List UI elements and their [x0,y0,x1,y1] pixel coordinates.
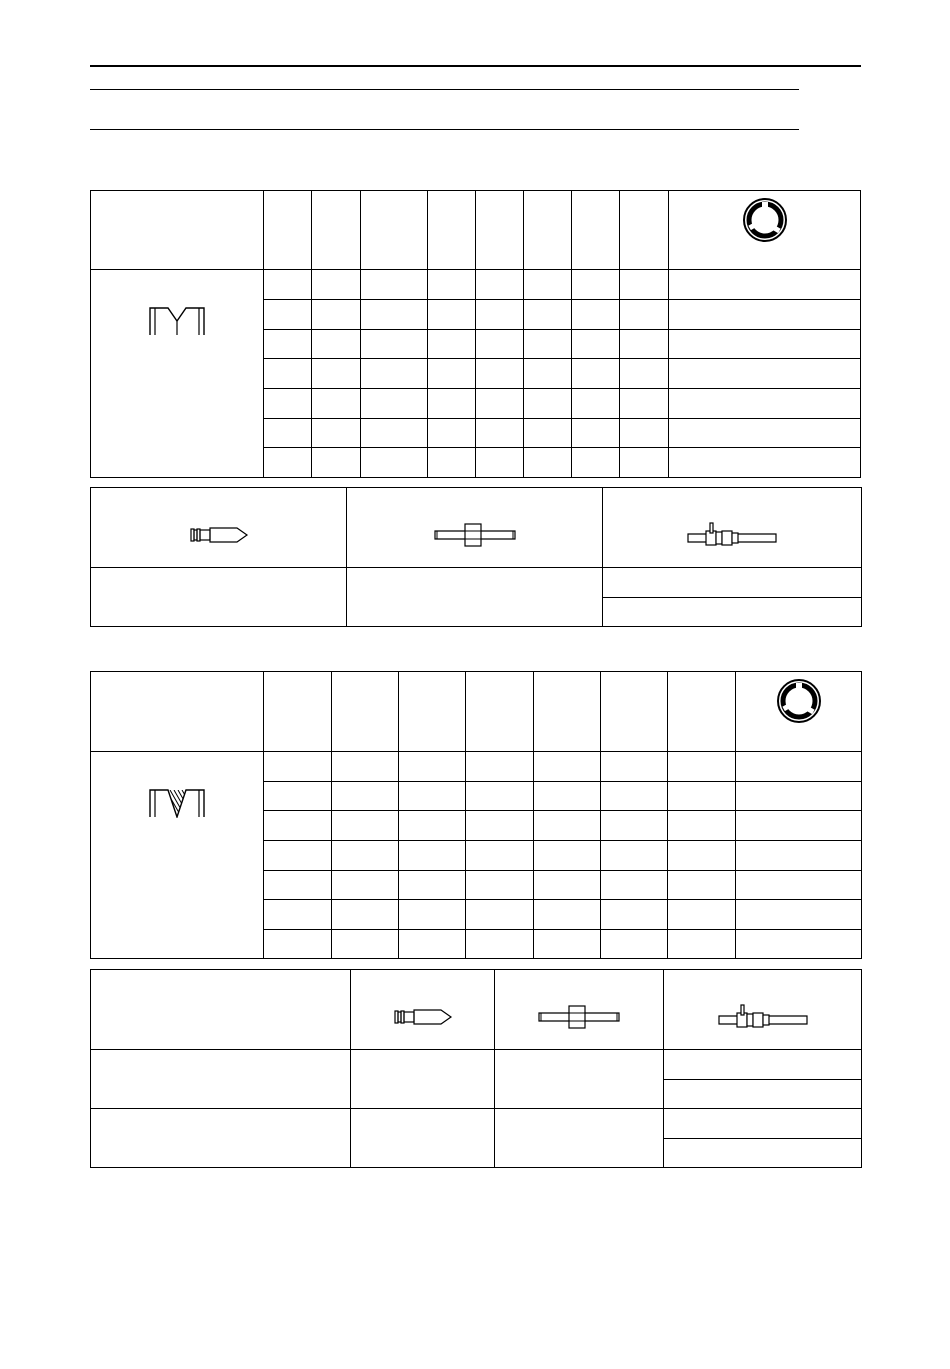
table-cell [524,448,572,478]
table-cell [466,782,534,811]
hatched-profile-icon [148,788,206,818]
header-cell [361,191,428,270]
table-cell [524,389,572,419]
table-cell [620,359,669,389]
table-cell [736,782,862,811]
table-cell [669,270,861,300]
table-cell [466,930,534,959]
table-cell [601,930,668,959]
side-pin-icon [717,1002,809,1032]
table-cell [332,782,399,811]
header-cell [524,191,572,270]
table-cell [361,359,428,389]
table-cell [534,930,601,959]
table-cell [428,448,476,478]
table-cell [476,330,524,359]
pin-cell [664,970,862,1050]
header-cell [476,191,524,270]
table-cell [668,900,736,930]
table-cell [668,930,736,959]
table-cell [620,448,669,478]
table-cell [264,871,332,900]
table-cell [428,330,476,359]
table-cell [601,811,668,841]
table-cell [534,752,601,782]
header-cell [601,672,668,752]
table-cell [572,389,620,419]
table-cell [361,270,428,300]
table-cell [361,300,428,330]
table-cell [524,419,572,448]
table-cell [264,419,312,448]
table-cell [264,270,312,300]
table-cell [361,448,428,478]
table-cell [332,841,399,871]
table-cell [91,1109,351,1168]
table-cell [534,782,601,811]
table-cell [736,811,862,841]
table-cell [601,782,668,811]
header-cell-blank [91,191,264,270]
table-cell [601,841,668,871]
table-cell [476,389,524,419]
table-cell [399,930,466,959]
table-row [91,752,862,782]
header-cell [428,191,476,270]
table-cell [312,300,361,330]
table-cell [736,841,862,871]
table-cell [466,841,534,871]
table-two-main [90,671,862,959]
table-cell [361,330,428,359]
ring-icon [742,197,788,243]
table-cell [264,448,312,478]
table-cell [351,1109,495,1168]
rounded-pin-icon [189,523,249,547]
table-cell [264,782,332,811]
table-cell [572,270,620,300]
table-cell [572,300,620,330]
table-cell [736,900,862,930]
table-one-pins [90,487,862,627]
table-cell [361,389,428,419]
table-cell [312,270,361,300]
table-cell [264,930,332,959]
table-cell [476,419,524,448]
table-cell [603,598,862,627]
table-row [91,1109,862,1139]
table-cell [668,782,736,811]
table-cell [669,359,861,389]
header-cell [332,672,399,752]
table-cell [668,811,736,841]
table-cell [668,752,736,782]
table-cell [572,330,620,359]
table-cell [572,448,620,478]
table-cell [264,359,312,389]
table-one-main [90,190,861,478]
table-cell [399,752,466,782]
table-cell [524,330,572,359]
table-cell [664,1139,862,1168]
table-cell [347,568,603,627]
table-cell [399,811,466,841]
table-cell [601,900,668,930]
header-cell [534,672,601,752]
header-cell [399,672,466,752]
header-cell [572,191,620,270]
table-cell [332,811,399,841]
table-cell [428,270,476,300]
header-cell [668,672,736,752]
table-cell [524,359,572,389]
table-cell [669,330,861,359]
collar-pin-icon [433,522,517,548]
table-cell [669,389,861,419]
table-cell [668,841,736,871]
header-line-one [90,89,799,90]
table-cell [524,300,572,330]
table-cell [312,448,361,478]
header-ring-cell [736,672,862,752]
table-cell [466,871,534,900]
profile-cell [91,752,264,959]
table-cell [264,841,332,871]
table-cell [620,300,669,330]
pin-cell [603,488,862,568]
profile-cell [91,270,264,478]
table-cell [264,389,312,419]
table-cell [428,300,476,330]
table-cell [428,389,476,419]
table-cell [495,1050,664,1109]
header-cell [620,191,669,270]
pin-cell [495,970,664,1050]
header-cell [264,672,332,752]
header-line-two [90,129,799,130]
table-cell [332,900,399,930]
table-cell [664,1080,862,1109]
table-cell [91,1050,351,1109]
table-cell [534,871,601,900]
table-row [91,970,862,1050]
header-cell [312,191,361,270]
table-cell [361,419,428,448]
ring-icon [776,678,822,724]
table-cell [669,419,861,448]
table-cell [668,871,736,900]
pin-cell [91,488,347,568]
table-row [91,488,862,568]
table-cell [524,270,572,300]
table-row [91,1050,862,1080]
table-cell [601,871,668,900]
table-cell [736,871,862,900]
table-cell [264,752,332,782]
table-cell [312,419,361,448]
table-cell [91,568,347,627]
table-two-pins [90,969,862,1168]
table-cell [399,871,466,900]
table-cell [669,448,861,478]
table-cell [664,1109,862,1139]
table-cell [476,359,524,389]
table-cell [466,900,534,930]
table-cell [264,300,312,330]
table-cell [399,900,466,930]
table-cell [572,419,620,448]
header-rule [90,65,861,67]
table-row [91,568,862,598]
table-row [91,270,861,300]
open-profile-icon [148,306,206,336]
table-cell [476,270,524,300]
table-cell [264,811,332,841]
table-cell [428,359,476,389]
collar-pin-icon [537,1004,621,1030]
table-cell [664,1050,862,1080]
table-cell [620,330,669,359]
table-cell [312,330,361,359]
rounded-pin-icon [393,1005,453,1029]
table-cell [264,330,312,359]
table-cell [669,300,861,330]
table-cell [572,359,620,389]
table-cell [332,752,399,782]
table-cell [620,389,669,419]
header-cell [466,672,534,752]
header-cell-blank [91,672,264,752]
table-cell [601,752,668,782]
table-cell [332,930,399,959]
table-cell [399,782,466,811]
table-cell [603,568,862,598]
table-cell [495,1109,664,1168]
table-row [91,672,862,752]
table-cell [620,270,669,300]
table-cell [476,448,524,478]
table-cell [312,359,361,389]
table-cell [466,811,534,841]
table-cell [351,1050,495,1109]
pin-cell [351,970,495,1050]
header-ring-cell [669,191,861,270]
table-cell [264,900,332,930]
side-pin-icon [686,520,778,550]
table-cell [736,752,862,782]
table-cell [312,389,361,419]
table-cell [534,900,601,930]
table-cell [620,419,669,448]
table-cell [476,300,524,330]
table-cell [332,871,399,900]
table-row [91,191,861,270]
table-cell [466,752,534,782]
table-cell [399,841,466,871]
table-cell [91,970,351,1050]
pin-cell [347,488,603,568]
header-cell [264,191,312,270]
table-cell [534,841,601,871]
table-cell [534,811,601,841]
table-cell [736,930,862,959]
table-cell [428,419,476,448]
